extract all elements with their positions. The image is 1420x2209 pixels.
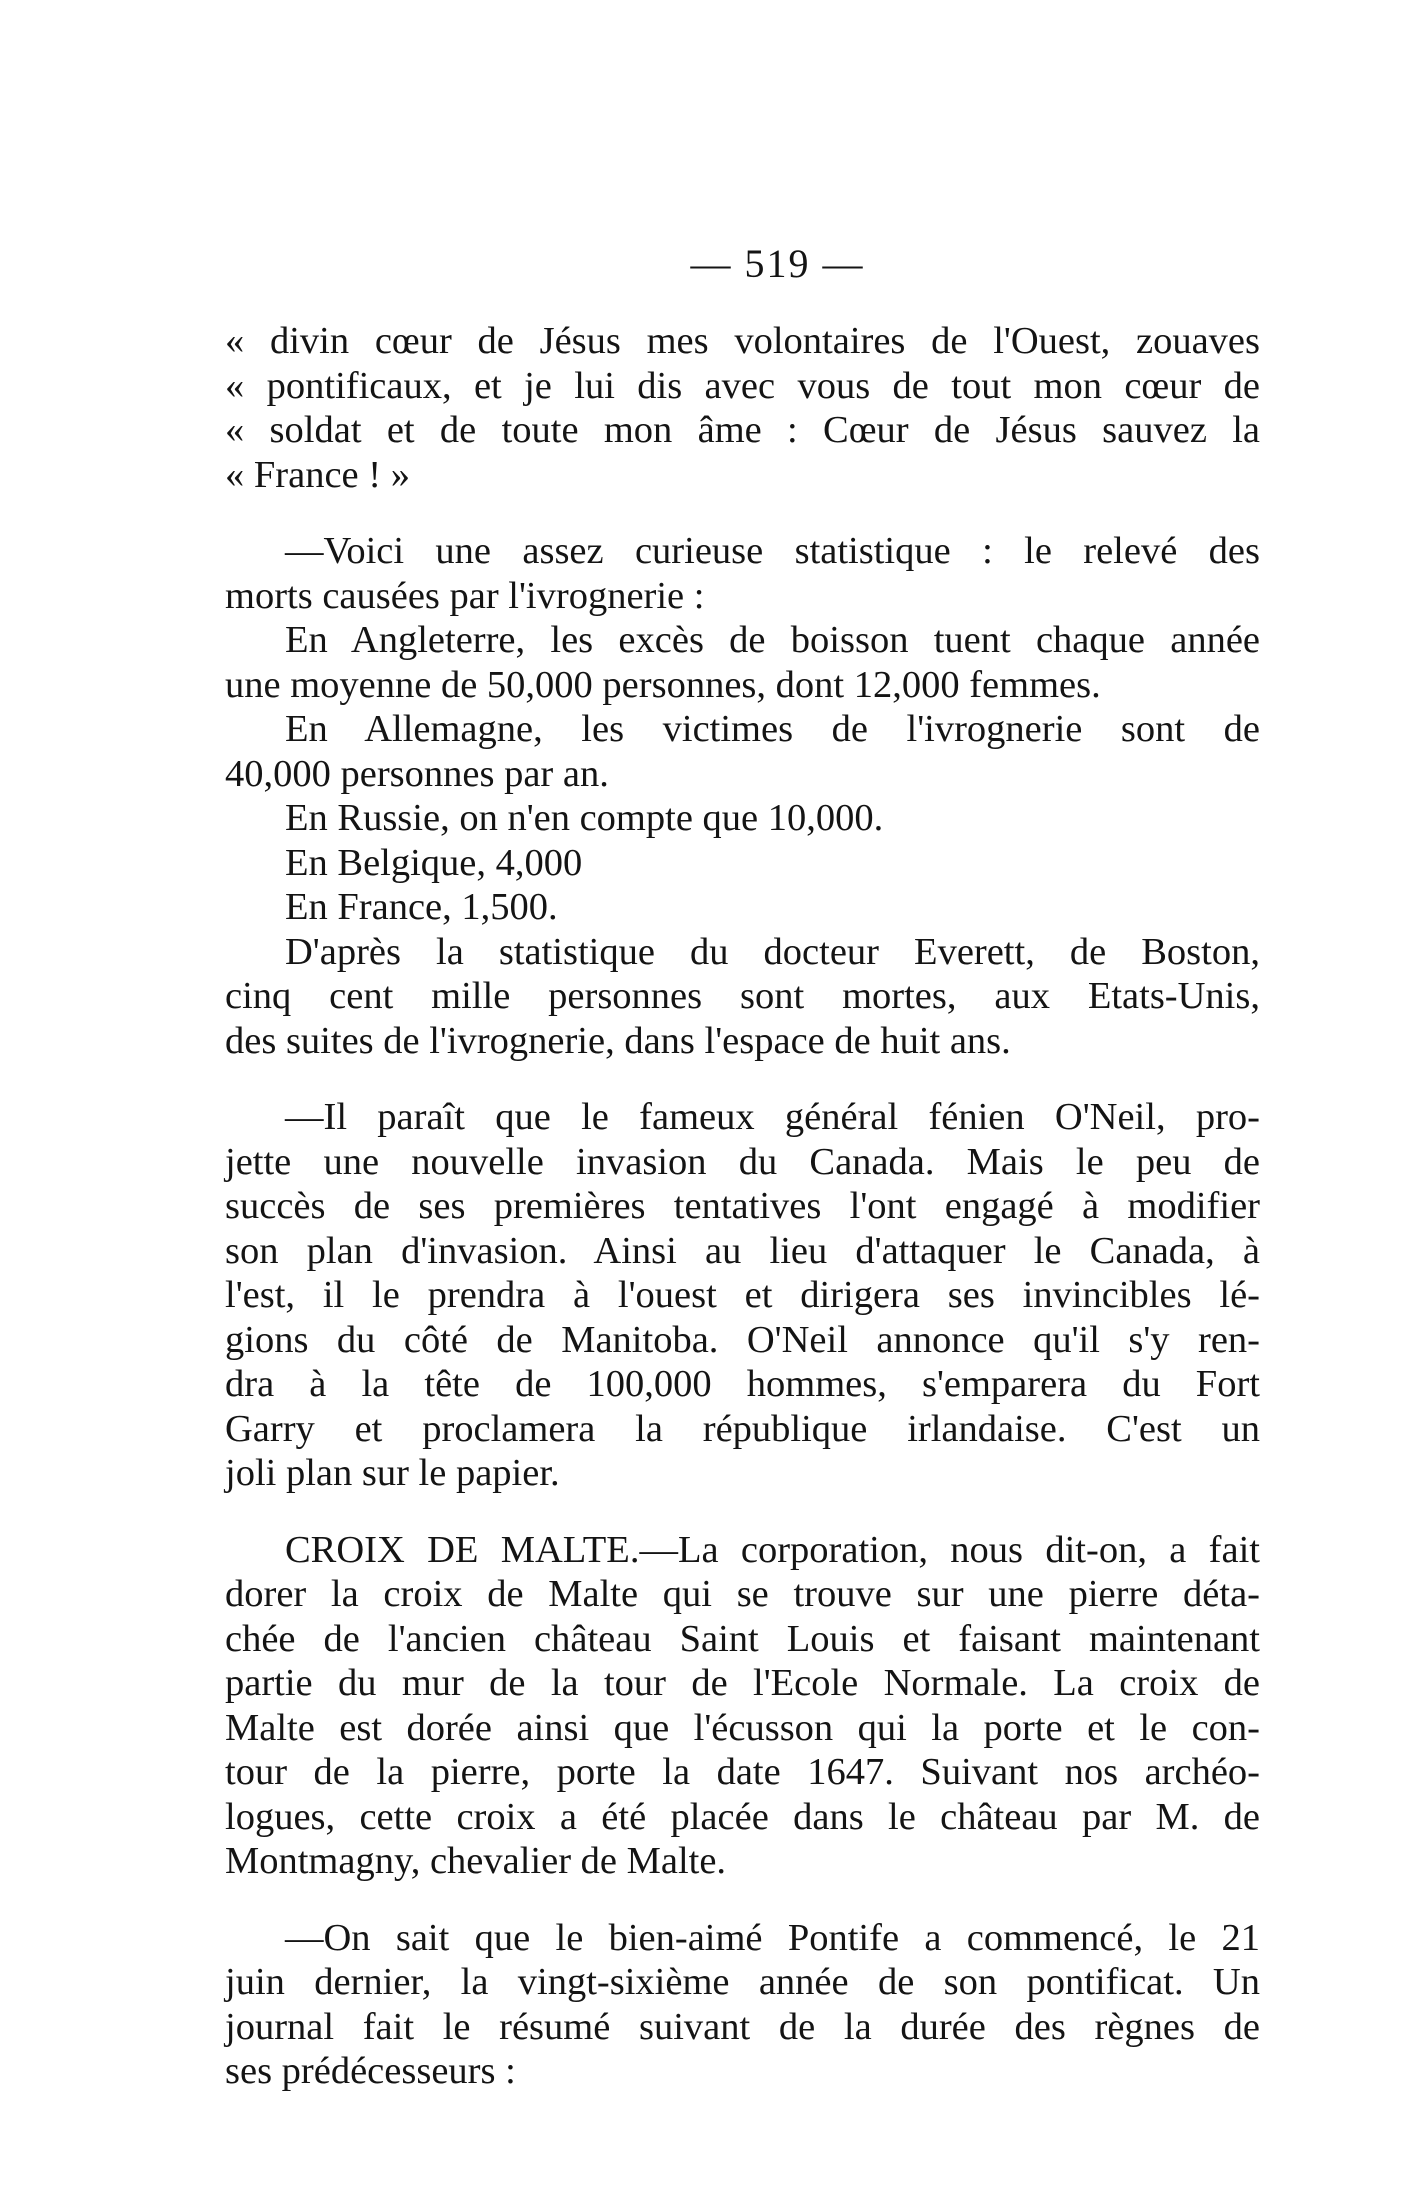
text-line: En Allemagne, les victimes de l'ivrognerie sont de [285, 708, 1260, 750]
text-line: Malte est dorée ainsi que l'écusson qui la porte et le con- [225, 1706, 1260, 1749]
text-line: En Russie, on n'en compte que 10,000. [285, 797, 884, 839]
text-line: des suites de l'ivrognerie, dans l'espace de huit ans. [225, 1019, 1011, 1062]
text-line: succès de ses premières tentatives l'ont engagé à modifier [225, 1185, 1260, 1227]
text-line: son plan d'invasion. Ainsi au lieu d'attaquer le Canada, à [225, 1229, 1260, 1272]
text-line: dorer la croix de Malte qui se trouve sur une pierre déta- [225, 1573, 1260, 1615]
text-line: « France ! » [225, 453, 410, 496]
text-line: « soldat et de toute mon âme : Cœur de Jésus sauvez la [225, 409, 1260, 451]
text-line: —Il paraît que le fameux général fénien O'Neil, pro- [285, 1096, 1260, 1138]
text-line: Garry et proclamera la république irlandaise. C'est un [225, 1407, 1260, 1450]
text-line: Montmagny, chevalier de Malte. [225, 1840, 727, 1882]
text-line: jette une nouvelle invasion du Canada. Mais le peu de [225, 1140, 1260, 1183]
text-line: morts causées par l'ivrognerie : [225, 574, 705, 617]
croix-de-malte-paragraph [225, 1528, 1260, 1884]
text-line: —Voici une assez curieuse statistique : le relevé des [285, 530, 1260, 572]
text-line: gions du côté de Manitoba. O'Neil annonce qu'il s'y ren- [225, 1318, 1260, 1361]
text-line: « divin cœur de Jésus mes volontaires de l'Ouest, zouaves [225, 320, 1260, 362]
text-line: l'est, il le prendra à l'ouest et dirigera ses invincibles lé- [225, 1274, 1260, 1316]
text-line: logues, cette croix a été placée dans le château par M. de [225, 1795, 1260, 1838]
text-line: cinq cent mille personnes sont mortes, aux Etats-Unis, [225, 975, 1260, 1017]
text-line: —On sait que le bien-aimé Pontife a commencé, le 21 [285, 1916, 1260, 1959]
text-line: « pontificaux, et je lui dis avec vous de tout mon cœur de [225, 364, 1260, 407]
text-line: dra à la tête de 100,000 hommes, s'emparera du Fort [225, 1363, 1260, 1405]
quote-paragraph [225, 319, 1260, 497]
text-line: partie du mur de la tour de l'Ecole Normale. La croix de [225, 1662, 1260, 1704]
pontife-paragraph [225, 1916, 1260, 2094]
text-line: chée de l'ancien château Saint Louis et faisant maintenant [225, 1617, 1260, 1660]
text-line: En Angleterre, les excès de boisson tuent chaque année [285, 619, 1260, 661]
text-line: D'après la statistique du docteur Everett, de Boston, [285, 930, 1260, 973]
text-line: juin dernier, la vingt-sixième année de son pontificat. Un [225, 1961, 1260, 2003]
page-number: — 519 — [690, 241, 865, 286]
text-line: une moyenne de 50,000 personnes, dont 12,000 femmes. [225, 663, 1101, 706]
text-line: tour de la pierre, porte la date 1647. Suivant nos archéo- [225, 1751, 1260, 1793]
text-line: ses prédécesseurs : [225, 2050, 516, 2092]
oneil-paragraph [225, 1095, 1260, 1496]
text-line: journal fait le résumé suivant de la durée des règnes de [225, 2005, 1260, 2048]
statistics-paragraph [225, 529, 1260, 1063]
text-line: En France, 1,500. [285, 886, 558, 928]
text-line: En Belgique, 4,000 [285, 841, 583, 884]
text-line: 40,000 personnes par an. [225, 752, 609, 795]
text-line: CROIX DE MALTE.—La corporation, nous dit-on, a fait [285, 1528, 1260, 1571]
text-line: joli plan sur le papier. [225, 1452, 560, 1494]
